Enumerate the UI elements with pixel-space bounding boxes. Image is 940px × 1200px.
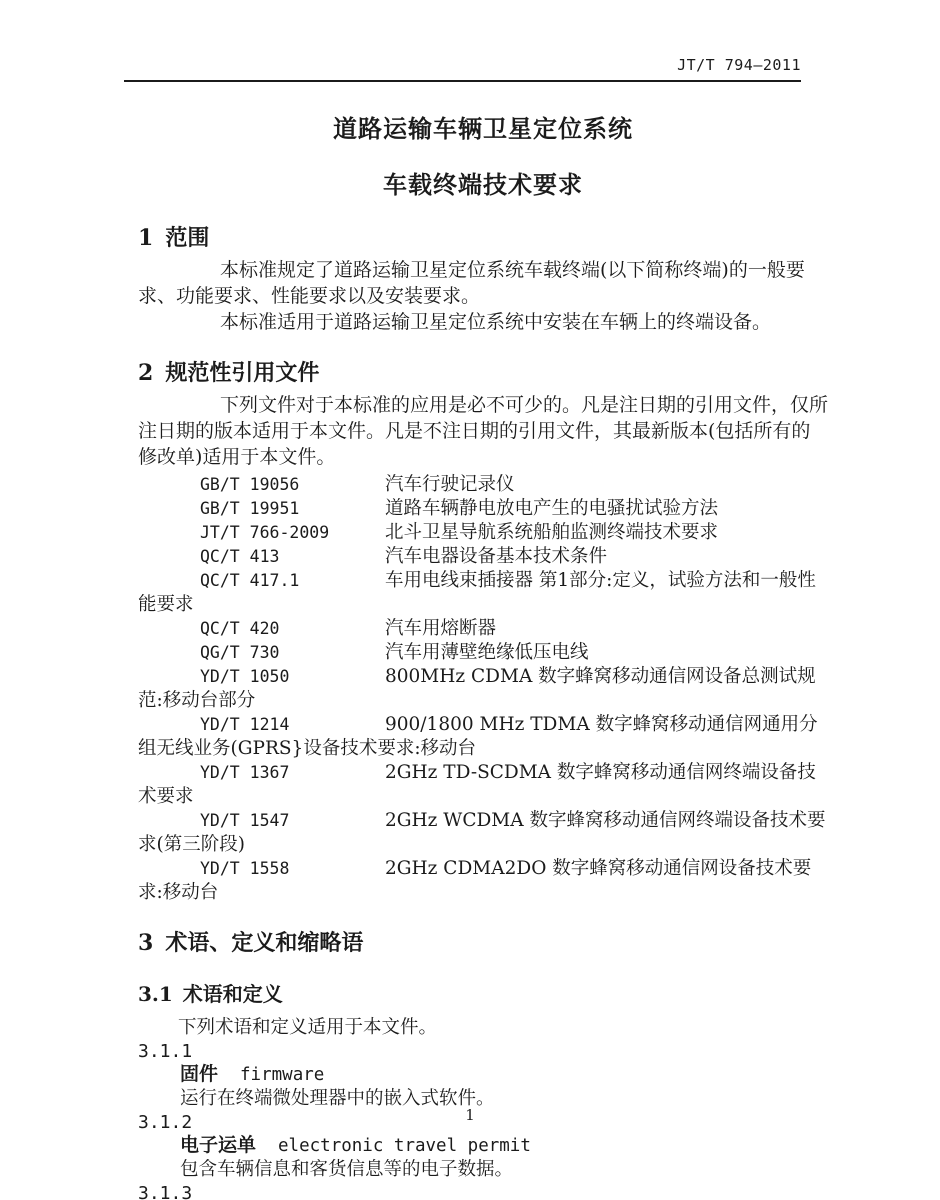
reference-item [138, 497, 828, 521]
reference-code: YD/T 1214 [200, 715, 290, 734]
reference-item [138, 617, 828, 641]
reference-item [138, 713, 828, 761]
term-number: 3.1.1 [138, 1041, 193, 1062]
reference-item [138, 641, 828, 665]
term-en: firmware [240, 1065, 325, 1085]
section-3-heading [138, 926, 828, 957]
term-number: 3.1.3 [138, 1183, 193, 1200]
reference-description: 2GHz CDMA2DO 数字蜂窝移动通信网设备技术要求:移动台 [138, 858, 812, 903]
reference-description: 汽车电器设备基本技术条件 [385, 546, 608, 567]
reference-description: 道路车辆静电放电产生的电骚扰试验方法 [385, 498, 719, 519]
section-2-intro: 下列文件对于本标准的应用是必不可少的。凡是注日期的引用文件，仅所注日期的版本适用于本文件。凡是不注日期的引用文件，其最新版本(包括所有的修改单)适用于本文件。 [138, 394, 829, 468]
terms-intro: 下列术语和定义适用于本文件。 [178, 1017, 438, 1038]
reference-description: 2GHz WCDMA 数字蜂窝移动通信网终端设备技术要求(第三阶段) [138, 810, 826, 855]
section-2-title: 规范性引用文件 [165, 360, 320, 386]
term-entry [138, 1182, 828, 1200]
reference-code: QC/T 420 [200, 619, 280, 638]
section-2-number: 2 [138, 360, 154, 386]
reference-description: 2GHz TD-SCDMA 数字蜂窝移动通信网终端设备技术要求 [138, 762, 816, 807]
page-number: 1 [465, 1106, 475, 1124]
standard-code: JT/T 794—2011 [677, 56, 801, 74]
reference-code: GB/T 19951 [200, 499, 300, 518]
section-1-paragraph-1: 本标准规定了道路运输卫星定位系统车载终端(以下简称终端)的一般要求、功能要求、性能要求以及安装要求。 [138, 259, 805, 307]
reference-code: GB/T 19056 [200, 475, 300, 494]
reference-item [138, 473, 828, 497]
reference-description: 800MHz CDMA 数字蜂窝移动通信网设备总测试规范:移动台部分 [138, 666, 816, 711]
section-3-title: 术语、定义和缩略语 [165, 930, 364, 956]
normative-references-list [138, 473, 828, 905]
document-subtitle: 车载终端技术要求 [383, 170, 583, 199]
section-1-number: 1 [138, 225, 154, 251]
term-definition: 运行在终端微处理器中的嵌入式软件。 [180, 1088, 495, 1109]
reference-code: QG/T 730 [200, 643, 280, 662]
reference-code: QC/T 417.1 [200, 571, 300, 590]
reference-item [138, 809, 828, 857]
section-1-heading [138, 221, 828, 252]
term-zh: 电子运单 [180, 1134, 257, 1156]
reference-code: YD/T 1547 [200, 811, 290, 830]
reference-description: 汽车行驶记录仪 [385, 474, 515, 495]
reference-item [138, 545, 828, 569]
reference-item [138, 761, 828, 809]
section-2-heading [138, 356, 828, 387]
reference-description: 车用电线束插接器 第1部分:定义，试验方法和一般性能要求 [138, 570, 816, 615]
section-3-1-heading [138, 978, 828, 1007]
reference-item [138, 521, 828, 545]
reference-description: 汽车用薄壁绝缘低压电线 [385, 642, 589, 663]
reference-code: YD/T 1558 [200, 859, 290, 878]
section-3-number: 3 [138, 930, 154, 956]
section-3-1-number: 3.1 [138, 982, 173, 1006]
reference-description: 900/1800 MHz TDMA 数字蜂窝移动通信网通用分组无线业务(GPRS}设备技术要求:移动台 [138, 714, 818, 759]
term-zh: 固件 [180, 1063, 219, 1085]
reference-code: QC/T 413 [200, 547, 280, 566]
page-header [124, 56, 801, 82]
term-entry [138, 1040, 828, 1110]
term-title [138, 1134, 828, 1158]
reference-code: JT/T 766-2009 [200, 523, 330, 542]
reference-item [138, 569, 828, 617]
section-1-title: 范围 [165, 225, 210, 251]
reference-code: YD/T 1050 [200, 667, 290, 686]
reference-code: YD/T 1367 [200, 763, 290, 782]
section-1-paragraph-2: 本标准适用于道路运输卫星定位系统中安装在车辆上的终端设备。 [220, 311, 772, 333]
term-en: electronic travel permit [278, 1136, 531, 1156]
reference-item [138, 665, 828, 713]
document-title: 道路运输车辆卫星定位系统 [333, 114, 633, 143]
reference-description: 汽车用熔断器 [385, 618, 497, 639]
term-number: 3.1.2 [138, 1112, 193, 1133]
term-title [138, 1063, 828, 1087]
section-3-1-title: 术语和定义 [182, 982, 283, 1006]
term-definition: 包含车辆信息和客货信息等的电子数据。 [180, 1159, 514, 1180]
reference-description: 北斗卫星导航系统船舶监测终端技术要求 [385, 522, 719, 543]
reference-item [138, 857, 828, 905]
